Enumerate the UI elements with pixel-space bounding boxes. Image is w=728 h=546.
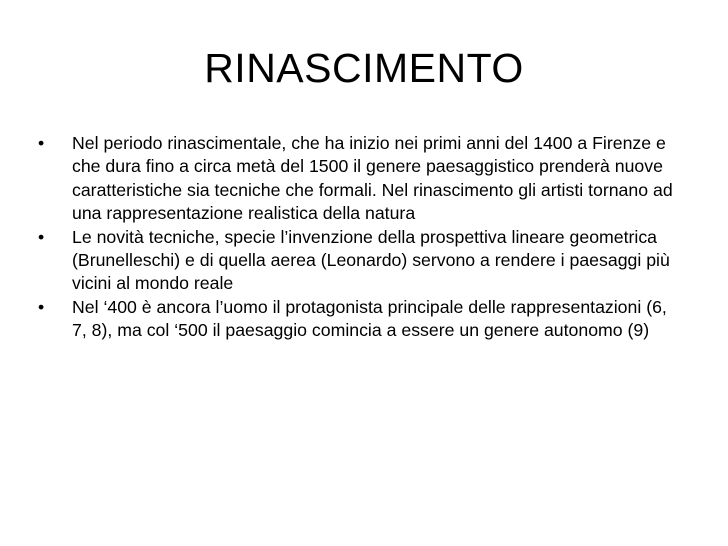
bullet-text: Nel periodo rinascimentale, che ha inizio nei primi anni del 1400 a Firenze e che dura fino a circa metà del 1500 il genere paesaggistico prenderà nuove caratteristiche sia tecniche che formali. Nel rinascimento gli artisti tornano ad una rappresentazione realistica della natura — [72, 133, 673, 224]
bullet-item — [38, 296, 686, 343]
bullet-text: Nel ‘400 è ancora l’uomo il protagonista principale delle rappresentazioni (6, 7, 8), ma col ‘500 il paesaggio comincia a essere un genere autonomo (9) — [72, 296, 667, 341]
bullet-text: Le novità tecniche, specie l’invenzione della prospettiva lineare geometrica (Brunelleschi) e di quella aerea (Leonardo) servono a rendere i paesaggi più vicini al mondo reale — [72, 226, 670, 294]
bullet-marker: • — [38, 296, 45, 317]
bullet-marker: • — [38, 133, 45, 153]
bullet-item — [38, 132, 686, 226]
slide-title: RINASCIMENTO — [204, 45, 524, 91]
bullet-list — [38, 132, 686, 343]
bullet-marker: • — [38, 226, 45, 247]
bullet-item — [38, 226, 686, 296]
